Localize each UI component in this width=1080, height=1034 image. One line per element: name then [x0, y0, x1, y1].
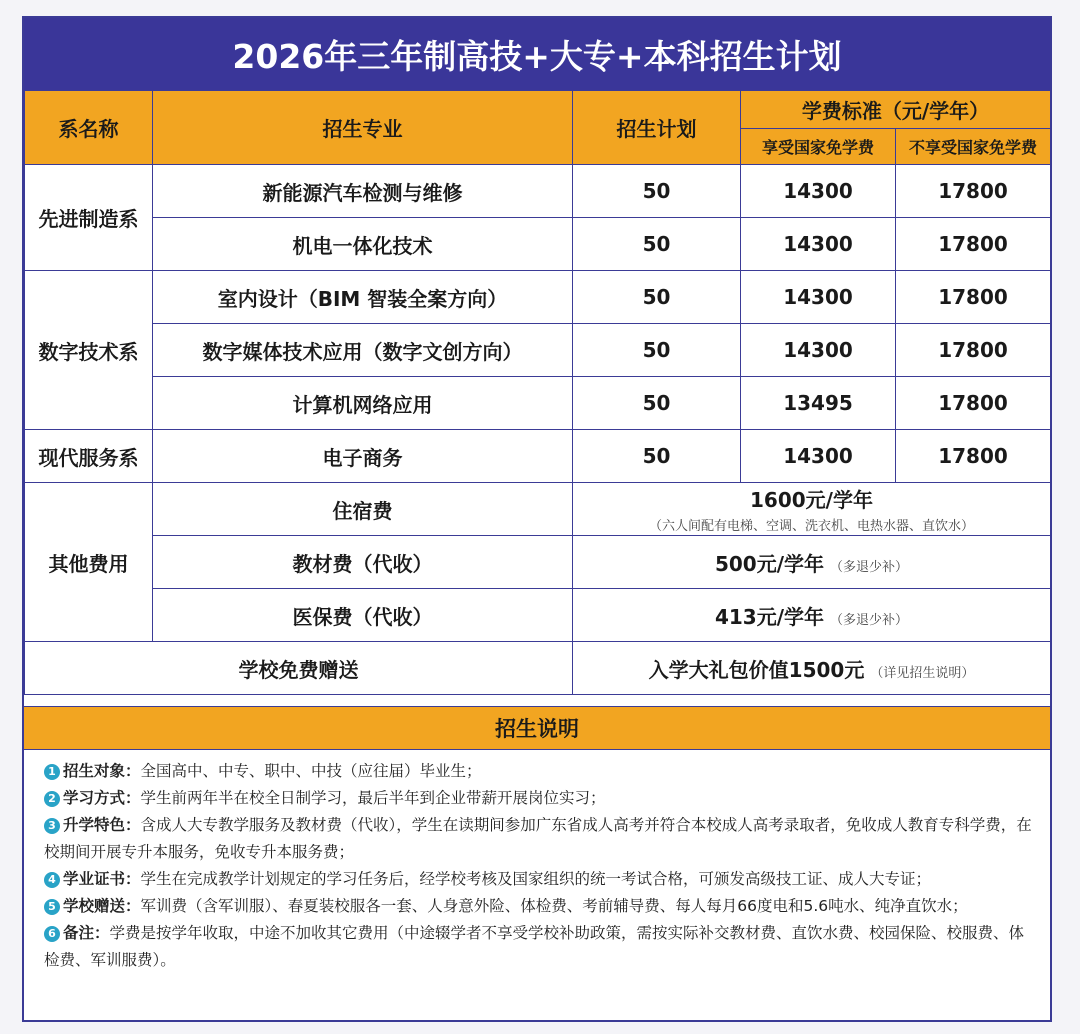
major-cell: 新能源汽车检测与维修 [153, 165, 573, 218]
list-item [44, 812, 1034, 866]
number-badge-icon: 2 [44, 791, 60, 807]
table-row [25, 536, 1051, 589]
enrollment-table [24, 90, 1051, 695]
gift-label: 学校免费赠送 [25, 642, 573, 695]
number-badge-icon: 3 [44, 818, 60, 834]
header-dept: 系名称 [25, 91, 153, 165]
fee-value-cell [573, 483, 1051, 536]
list-item [44, 920, 1034, 974]
number-badge-icon: 5 [44, 899, 60, 915]
list-item [44, 785, 1034, 812]
fee-nonfree-cell: 17800 [896, 430, 1051, 483]
number-badge-icon: 6 [44, 926, 60, 942]
header-fee: 学费标准（元/学年） [741, 91, 1051, 129]
fee-nonfree-cell: 17800 [896, 165, 1051, 218]
plan-cell: 50 [573, 218, 741, 271]
item-text: 军训费（含军训服）、春夏装校服各一套、人身意外险、体检费、考前辅导费、每人每月66度电和5.6吨水、纯净直饮水； [140, 897, 968, 915]
fee-nonfree-cell: 17800 [896, 218, 1051, 271]
header-plan: 招生计划 [573, 91, 741, 165]
table-row [25, 642, 1051, 695]
header-fee-nonfree: 不享受国家免学费 [896, 129, 1051, 165]
enrollment-plan-card [22, 16, 1052, 1022]
plan-cell: 50 [573, 324, 741, 377]
explain-list [44, 758, 1034, 974]
table-row [25, 483, 1051, 536]
fee-nonfree-cell: 17800 [896, 377, 1051, 430]
fee-note: （多退少补） [830, 559, 909, 575]
gift-value-cell [573, 642, 1051, 695]
item-label: 学校赠送： [63, 897, 141, 915]
major-cell: 计算机网络应用 [153, 377, 573, 430]
table-row [25, 377, 1051, 430]
item-label: 学习方式： [63, 789, 141, 807]
item-label: 升学特色： [63, 816, 141, 834]
item-label: 学业证书： [63, 870, 141, 888]
item-label: 招生对象： [63, 762, 141, 780]
item-label: 备注： [63, 924, 110, 942]
table-row [25, 589, 1051, 642]
table-row [25, 324, 1051, 377]
item-text: 学费是按学年收取，中途不加收其它费用（中途辍学者不享受学校补助政策，需按实际补交教材费、直饮水费、校园保险、校服费、体检费、军训服费）。 [44, 924, 1025, 969]
plan-cell: 50 [573, 165, 741, 218]
header-fee-free: 享受国家免学费 [741, 129, 896, 165]
plan-cell: 50 [573, 271, 741, 324]
list-item [44, 866, 1034, 893]
header-major: 招生专业 [153, 91, 573, 165]
fee-name-cell: 医保费（代收） [153, 589, 573, 642]
other-fees-label: 其他费用 [25, 483, 153, 642]
list-item [44, 758, 1034, 785]
dept-cell: 现代服务系 [25, 430, 153, 483]
major-cell: 电子商务 [153, 430, 573, 483]
dept-cell: 先进制造系 [25, 165, 153, 271]
fee-value: 413元/学年 [714, 604, 825, 629]
page-title: 2026年三年制高技+大专+本科招生计划 [24, 18, 1050, 90]
fee-nonfree-cell: 17800 [896, 271, 1051, 324]
gift-value: 入学大礼包价值1500元 [648, 657, 865, 682]
table-row [25, 430, 1051, 483]
number-badge-icon: 1 [44, 764, 60, 780]
table-row [25, 165, 1051, 218]
fee-name-cell: 教材费（代收） [153, 536, 573, 589]
major-cell: 数字媒体技术应用（数字文创方向） [153, 324, 573, 377]
fee-value-cell [573, 536, 1051, 589]
table-row [25, 218, 1051, 271]
major-cell: 机电一体化技术 [153, 218, 573, 271]
item-text: 学生在完成教学计划规定的学习任务后，经学校考核及国家组织的统一考试合格，可颁发高级技工证、成人大专证； [140, 870, 932, 888]
fee-value-cell [573, 589, 1051, 642]
number-badge-icon: 4 [44, 872, 60, 888]
dept-cell: 数字技术系 [25, 271, 153, 430]
fee-free-cell: 13495 [741, 377, 896, 430]
fee-free-cell: 14300 [741, 430, 896, 483]
major-cell: 室内设计（BIM 智装全案方向） [153, 271, 573, 324]
table-row [25, 271, 1051, 324]
list-item [44, 893, 1034, 920]
gift-note: （详见招生说明） [870, 665, 975, 681]
item-text: 学生前两年半在校全日制学习，最后半年到企业带薪开展岗位实习； [140, 789, 606, 807]
plan-cell: 50 [573, 430, 741, 483]
fee-free-cell: 14300 [741, 271, 896, 324]
fee-note: （六人间配有电梯、空调、洗衣机、电热水器、直饮水） [648, 519, 974, 534]
item-text: 含成人大专教学服务及教材费（代收），学生在读期间参加广东省成人高考并符合本校成人高考录取者，免收成人教育专科学费，在校期间开展专升本服务，免收专升本服务费； [44, 816, 1032, 861]
fee-free-cell: 14300 [741, 324, 896, 377]
fee-free-cell: 14300 [741, 165, 896, 218]
item-text: 全国高中、中专、职中、中技（应往届）毕业生； [140, 762, 482, 780]
fee-free-cell: 14300 [741, 218, 896, 271]
fee-note: （多退少补） [830, 612, 909, 628]
fee-value: 500元/学年 [714, 551, 825, 576]
fee-value: 1600元/学年 [750, 488, 873, 512]
plan-cell: 50 [573, 377, 741, 430]
fee-nonfree-cell: 17800 [896, 324, 1051, 377]
fee-name-cell: 住宿费 [153, 483, 573, 536]
explain-heading: 招生说明 [24, 706, 1050, 750]
